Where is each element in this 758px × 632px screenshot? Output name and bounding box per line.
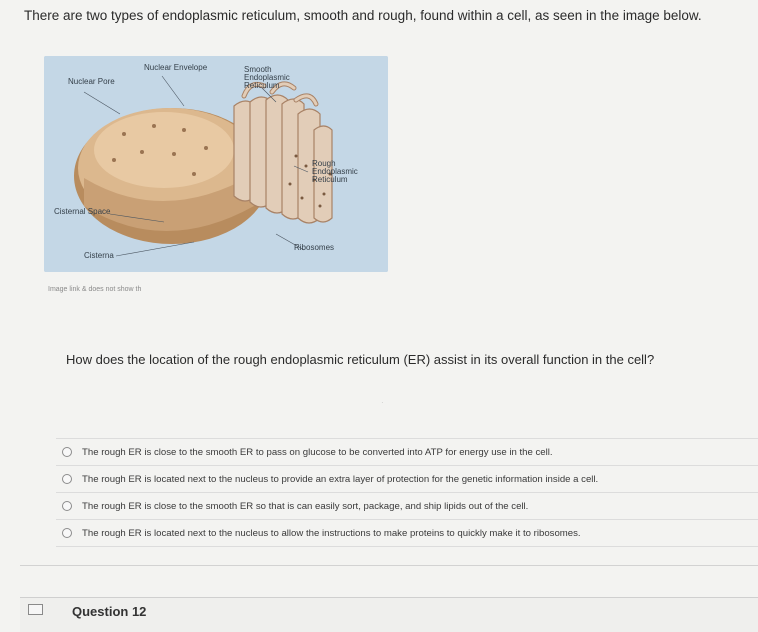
stray-mark: · bbox=[381, 398, 384, 407]
answer-option-2[interactable] bbox=[56, 466, 758, 493]
label-nuclear-pore: Nuclear Pore bbox=[68, 77, 115, 86]
er-diagram-image bbox=[44, 56, 388, 272]
intro-text: There are two types of endoplasmic reticulum, smooth and rough, found within a cell, as seen in the image below. bbox=[24, 8, 702, 23]
label-ribosomes: Ribosomes bbox=[294, 243, 335, 252]
flag-icon[interactable] bbox=[28, 604, 43, 615]
radio-button[interactable] bbox=[62, 447, 72, 457]
answer-option-3[interactable] bbox=[56, 493, 758, 520]
question-number: Question 12 bbox=[72, 604, 147, 619]
answer-option-4[interactable] bbox=[56, 520, 758, 547]
answer-option-text: The rough ER is located next to the nucleus to allow the instructions to make proteins to quickly make it to ribosomes. bbox=[82, 527, 581, 539]
label-nuclear-envelope: Nuclear Envelope bbox=[144, 63, 208, 72]
radio-button[interactable] bbox=[62, 528, 72, 538]
image-caption: Image link & does not show th bbox=[48, 286, 142, 293]
answer-option-text: The rough ER is close to the smooth ER to pass on glucose to be converted into ATP for energy use in the cell. bbox=[82, 446, 553, 458]
label-cisterna: Cisterna bbox=[84, 251, 114, 260]
section-divider bbox=[20, 565, 758, 566]
answer-option-1[interactable] bbox=[56, 438, 758, 466]
radio-button[interactable] bbox=[62, 474, 72, 484]
label-smooth-er: Smooth Endoplasmic Reticulum bbox=[244, 65, 290, 90]
answer-option-text: The rough ER is close to the smooth ER so that is can easily sort, package, and ship lipids out of the cell. bbox=[82, 500, 529, 512]
label-rough-er: Rough Endoplasmic Reticulum bbox=[312, 159, 358, 184]
answer-options bbox=[56, 438, 758, 547]
label-cisternal-space: Cisternal Space bbox=[54, 207, 111, 216]
answer-option-text: The rough ER is located next to the nucleus to provide an extra layer of protection for the genetic information inside a cell. bbox=[82, 473, 599, 485]
question-text: How does the location of the rough endoplasmic reticulum (ER) assist in its overall function in the cell? bbox=[66, 352, 655, 367]
radio-button[interactable] bbox=[62, 501, 72, 511]
